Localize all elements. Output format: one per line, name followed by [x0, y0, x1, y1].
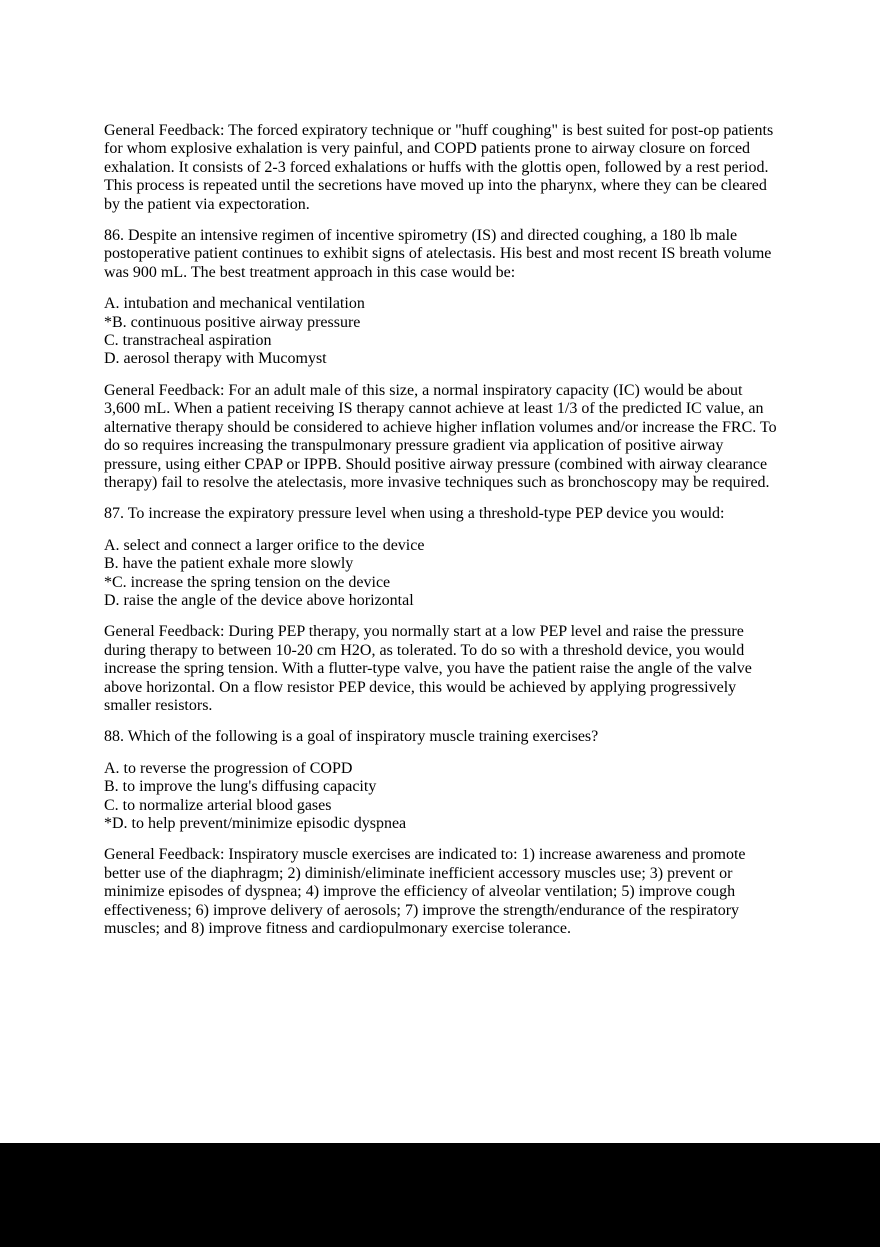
answer-option: *B. continuous positive airway pressure [104, 313, 361, 331]
answer-option: A. to reverse the progression of COPD [104, 759, 353, 777]
general-feedback-question-88: General Feedback: Inspiratory muscle exercises are indicated to: 1) increase awareness and promote better use of the diaphragm; 2) diminish/eliminate inefficient accessory muscles use; 3) prevent or minimize episodes of dyspnea; 4) improve the efficiency of alveolar ventilation; 5) improve cough effectiveness; 6) improve delivery of aerosols; 7) improve the strength/endurance of the respiratory muscles; and 8) improve fitness and cardiopulmonary exercise tolerance. [104, 846, 746, 938]
question-87-stem: 87. To increase the expiratory pressure level when using a threshold-type PEP device you would: [104, 505, 725, 523]
question-88-options [104, 760, 778, 834]
answer-option: *C. increase the spring tension on the device [104, 573, 391, 591]
answer-option: A. intubation and mechanical ventilation [104, 295, 365, 313]
answer-option: C. transtracheal aspiration [104, 332, 272, 350]
document-text-column [104, 122, 778, 951]
question-88-stem: 88. Which of the following is a goal of inspiratory muscle training exercises? [104, 728, 599, 746]
answer-option: C. to normalize arterial blood gases [104, 796, 332, 814]
general-feedback-question-86: General Feedback: For an adult male of this size, a normal inspiratory capacity (IC) would be about 3,600 mL. When a patient receiving IS therapy cannot achieve at least 1/3 of the predicted IC value, an alternative therapy should be considered to achieve higher inflation volumes and/or increase the FRC. To do so requires increasing the transpulmonary pressure gradient via application of positive airway pressure, using either CPAP or IPPB. Should positive airway pressure (combined with airway clearance therapy) fail to resolve the atelectasis, more invasive techniques such as bronchoscopy may be required. [104, 381, 777, 491]
question-87-options [104, 537, 778, 611]
answer-option: D. raise the angle of the device above horizontal [104, 591, 414, 609]
answer-option: *D. to help prevent/minimize episodic dyspnea [104, 815, 407, 832]
question-86-stem: 86. Despite an intensive regimen of incentive spirometry (IS) and directed coughing, a 180 lb male postoperative patient continues to exhibit signs of atelectasis. His best and most recent IS breath volume was 900 mL. The best treatment approach in this case would be: [104, 227, 772, 281]
question-86-options [104, 295, 778, 369]
general-feedback-huff-coughing: General Feedback: The forced expiratory technique or "huff coughing" is best suited for post-op patients for whom explosive exhalation is very painful, and COPD patients prone to airway closure on forced exhalation. It consists of 2-3 forced exhalations or huffs with the glottis open, followed by a rest period. This process is repeated until the secretions have moved up into the pharynx, where they can be cleared by the patient via expectoration. [104, 122, 774, 213]
answer-option: B. to improve the lung's diffusing capacity [104, 778, 377, 796]
general-feedback-question-87: General Feedback: During PEP therapy, you normally start at a low PEP level and raise the pressure during therapy to between 10-20 cm H2O, as tolerated. To do so with a threshold device, you would increase the spring tension. With a flutter-type valve, you have the patient raise the angle of the valve above horizontal. On a flow resistor PEP device, this would be achieved by applying progressively smaller resistors. [104, 623, 752, 714]
bottom-letterbox-bar [0, 1143, 880, 1247]
answer-option: A. select and connect a larger orifice to the device [104, 536, 425, 554]
answer-option: D. aerosol therapy with Mucomyst [104, 350, 327, 368]
answer-option: B. have the patient exhale more slowly [104, 555, 354, 573]
